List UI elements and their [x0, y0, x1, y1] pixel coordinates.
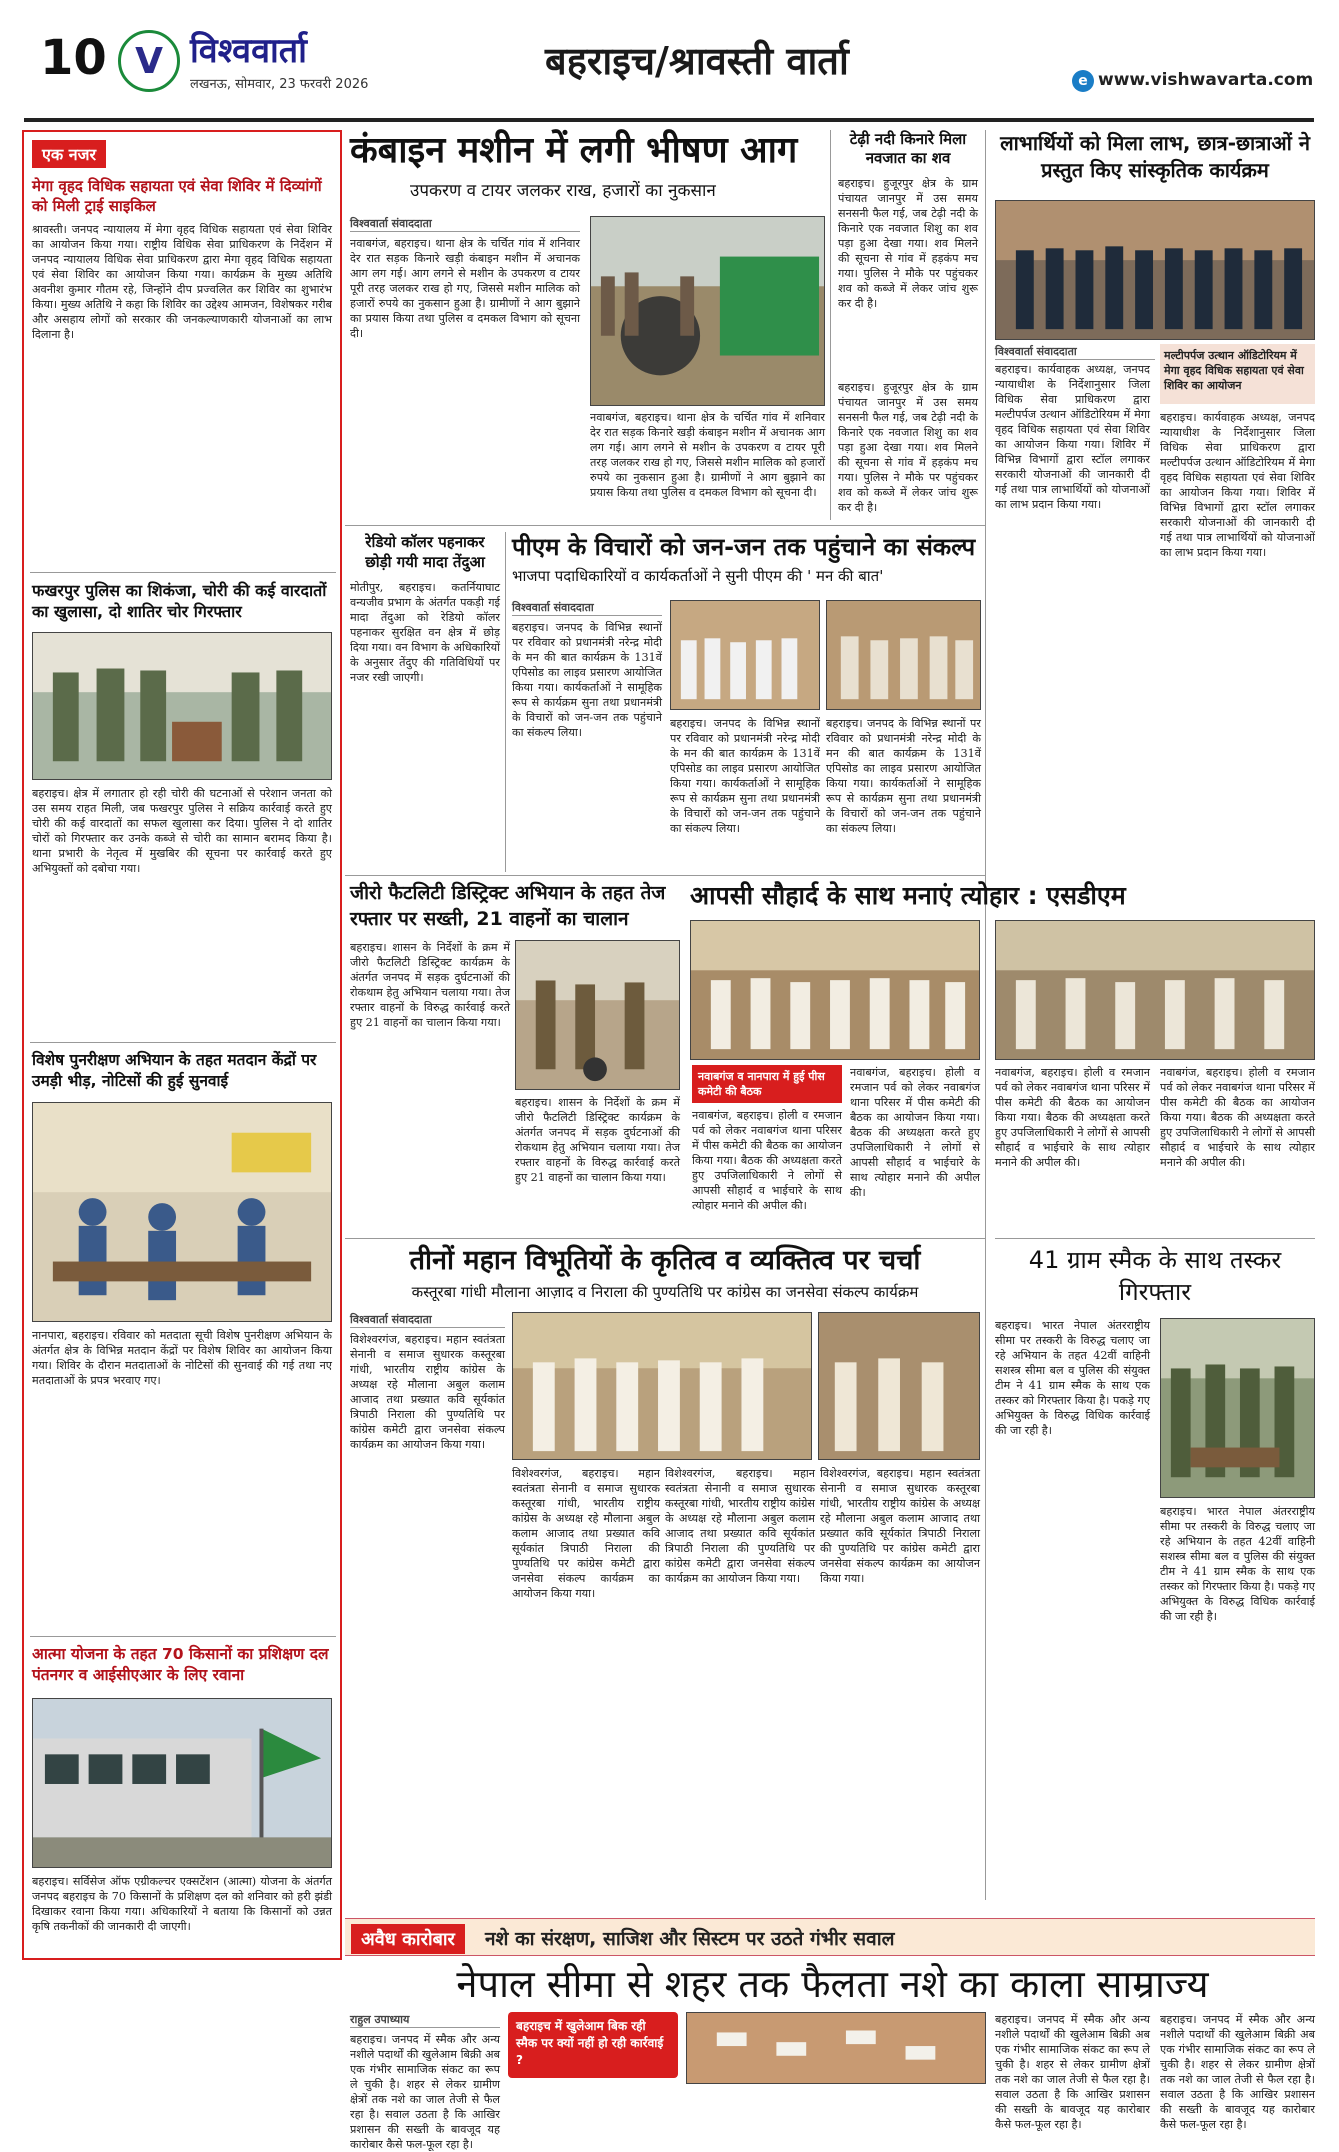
body-text-cont-3: विशेश्वरगंज, बहराइच। महान स्वतंत्रता सेनानी व समाज सुधारक कस्तूरबा गांधी, भारतीय राष्ट्रीय कांग्रेस के अध्यक्ष रहे मौलाना अबुल कलाम आजाद तथा प्रख्यात कवि सूर्यकांत त्रिपाठी निराला की पुण्यतिथि पर कांग्रेस कमेटी द्वारा जनसेवा संकल्प कार्यक्रम का आयोजन किया गया।: [820, 1467, 980, 1585]
headline: तीनों महान विभूतियों के कृतित्व व व्यक्तित्व पर चर्चा: [409, 1245, 921, 1276]
body-text-cont-2: बहराइच। जनपद में स्मैक और अन्य नशीले पदार्थों की खुलेआम बिक्री अब एक गंभीर सामाजिक संकट का रूप ले चुकी है। शहर से लेकर ग्रामीण क्षेत्रों तक नशे का जाल तेजी से फैल रहा है। सवाल उठता है कि आखिर प्रशासन की सख्ती के बावजूद यह कारोबार कैसे फल-फूल रहा है।: [1160, 2013, 1315, 2131]
traffic-check-photo: [515, 940, 680, 1090]
subheadline: उपकरण व टायर जलकर राख, हजारों का नुकसान: [410, 181, 716, 201]
byline: विश्ववार्ता संवाददाता: [350, 216, 580, 232]
body-text: नानपारा, बहराइच। रविवार को मतदाता सूची विशेष पुनरीक्षण अभियान के अंतर्गत क्षेत्र के विभिन्न मतदान केंद्रों पर विशेष शिविर का आयोजन किया गया। शिविर के दौरान मतदाताओं के नोटिसों की सुनवाई की गई तथा नए मतदाताओं के प्रपत्र भरवाए गए।: [32, 1329, 332, 1387]
body-text: विशेश्वरगंज, बहराइच। महान स्वतंत्रता सेनानी व समाज सुधारक कस्तूरबा गांधी, भारतीय राष्ट्रीय कांग्रेस के अध्यक्ष रहे मौलाना अबुल कलाम आजाद तथा प्रख्यात कवि सूर्यकांत त्रिपाठी निराला की पुण्यतिथि पर कांग्रेस कमेटी द्वारा जनसेवा संकल्प कार्यक्रम का आयोजन किया गया।: [350, 1333, 505, 1451]
dateline: लखनऊ, सोमवार, 23 फरवरी 2026: [190, 77, 369, 92]
body-text-cont: विशेश्वरगंज, बहराइच। महान स्वतंत्रता सेनानी व समाज सुधारक कस्तूरबा गांधी, भारतीय राष्ट्रीय कांग्रेस के अध्यक्ष रहे मौलाना अबुल कलाम आजाद तथा प्रख्यात कवि सूर्यकांत त्रिपाठी निराला की पुण्यतिथि पर कांग्रेस कमेटी द्वारा जनसेवा संकल्प कार्यक्रम का आयोजन किया गया।: [512, 1467, 660, 1600]
nepal-callout: बहराइच में खुलेआम बिक रही स्मैक पर क्यों नहीं हो रही कार्रवाई ?: [508, 2012, 678, 2078]
auditorium-photo: [995, 200, 1315, 340]
body-text: नवाबगंज, बहराइच। होली व रमजान पर्व को लेकर नवाबगंज थाना परिसर में पीस कमेटी की बैठक का आयोजन किया गया। बैठक की अध्यक्षता करते हुए उपजिलाधिकारी ने लोगों से आपसी सौहार्द व भाईचारे के साथ त्योहार मनाने की अपील की।: [692, 1109, 842, 1212]
headline: फखरपुर पुलिस का शिकंजा, चोरी की कई वारदातों का खुलासा, दो शातिर चोर गिरफ्तार: [32, 581, 327, 621]
story-voter-revision[interactable]: [32, 1050, 332, 1092]
headline: नेपाल सीमा से शहर तक फैलता नशे का काला साम्राज्य: [456, 1962, 1209, 2006]
headline: टेढ़ी नदी किनारे मिला नवजात का शव: [849, 130, 967, 167]
story-combine-fire[interactable]: [350, 130, 820, 201]
body-text-cont-2: नवाबगंज, बहराइच। होली व रमजान पर्व को लेकर नवाबगंज थाना परिसर में पीस कमेटी की बैठक का आयोजन किया गया। बैठक की अध्यक्षता करते हुए उपजिलाधिकारी ने लोगों से आपसी सौहार्द व भाईचारे के साथ त्योहार मनाने की अपील की।: [995, 1066, 1150, 1169]
globe-icon: e: [1072, 70, 1094, 92]
story-smack-arrest[interactable]: [995, 1244, 1315, 1308]
police-photo: [32, 632, 332, 780]
headline: आत्मा योजना के तहत 70 किसानों का प्रशिक्षण दल पंतनगर व आईसीएआर के लिए रवाना: [32, 1645, 329, 1684]
subheadline: भाजपा पदाधिकारियों व कार्यकर्ताओं ने सुनी पीएम की ' मन की बात': [512, 567, 884, 585]
headline: पीएम के विचारों को जन-जन तक पहुंचाने का संकल्प: [512, 533, 976, 561]
body-text-cont-2: बहराइच। जनपद के विभिन्न स्थानों पर रविवार को प्रधानमंत्री नरेन्द्र मोदी के मन की बात कार्यक्रम के 131वें एपिसोड का लाइव प्रसारण आयोजित किया गया। कार्यकर्ताओं ने सामूहिक रूप से कार्यक्रम सुना तथा प्रधानमंत्री के विचारों को जन-जन तक पहुंचाने का संकल्प लिया।: [826, 717, 981, 835]
body-text: बहराइच। क्षेत्र में लगातार हो रही चोरी की घटनाओं से परेशान जनता को उस समय राहत मिली, जब फखरपुर पुलिस ने सक्रिय कार्रवाई करते हुए चोरी की कई वारदातों का सफल खुलासा कर दिया। पुलिस ने दो शातिर चोरों को गिरफ्तार कर उनके कब्जे से चोरी का सामान बरामद किया है। थाना प्रभारी के नेतृत्व में मुखबिर की सूचना पर कार्रवाई करते हुए अभियुक्तों को दबोचा गया।: [32, 787, 332, 875]
headline: जीरो फैटलिटी डिस्ट्रिक्ट अभियान के तहत तेज रफ्तार पर सख्ती, 21 वाहनों का चालान: [350, 882, 666, 930]
congress-event-photo-2: [818, 1312, 980, 1460]
brand-name[interactable]: विश्ववार्ता: [190, 31, 307, 71]
brand-logo-icon: V: [118, 30, 180, 92]
banner-tag: अवैध कारोबार: [351, 1924, 465, 1954]
headline: मेगा वृहद विधिक सहायता एवं सेवा शिविर में दिव्यांगों को मिली ट्राई साइकिल: [32, 177, 322, 215]
peace-meeting-photo-1: [690, 920, 980, 1060]
body-text-cont: नवाबगंज, बहराइच। होली व रमजान पर्व को लेकर नवाबगंज थाना परिसर में पीस कमेटी की बैठक का आयोजन किया गया। बैठक की अध्यक्षता करते हुए उपजिलाधिकारी ने लोगों से आपसी सौहार्द व भाईचारे के साथ त्योहार मनाने की अपील की।: [850, 1066, 980, 1199]
body-text-cont: नवाबगंज, बहराइच। थाना क्षेत्र के चर्चित गांव में शनिवार देर रात सड़क किनारे खड़ी कंबाइन मशीन में अचानक आग लग गई। आग लगने से मशीन के उपकरण व टायर पूरी तरह जलकर राख हो गए, जिससे मशीन मालिक को हजारों रुपये का नुकसान हुआ है। ग्रामीणों ने आग बुझाने का प्रयास किया तथा पुलिस व दमकल विभाग को सूचना दी।: [590, 411, 825, 499]
story-beneficiaries[interactable]: [995, 130, 1315, 184]
legal-aid-callout: मल्टीपर्पज उत्थान ऑडिटोरियम में मेगा वृहद विधिक सहायता एवं सेवा शिविर का आयोजन: [1160, 344, 1315, 404]
story-mann-ki-baat[interactable]: [512, 532, 982, 586]
mann-ki-baat-photo-1: [670, 600, 820, 710]
banner-line: नशे का संरक्षण, साजिश और सिस्टम पर उठते गंभीर सवाल: [485, 1928, 895, 1950]
subheadline: कस्तूरबा गांधी मौलाना आज़ाद व निराला की पुण्यतिथि पर कांग्रेस का जनसेवा संकल्प कार्यक्रम: [411, 1283, 919, 1301]
body-text: नवाबगंज, बहराइच। थाना क्षेत्र के चर्चित गांव में शनिवार देर रात सड़क किनारे खड़ी कंबाइन मशीन में अचानक आग लग गई। आग लगने से मशीन के उपकरण व टायर पूरी तरह जलकर राख हो गए, जिससे मशीन मालिक को हजारों रुपये का नुकसान हुआ है। ग्रामीणों ने आग बुझाने का प्रयास किया तथा पुलिस व दमकल विभाग को सूचना दी।: [350, 237, 580, 340]
website-link[interactable]: [1072, 70, 1313, 92]
body-text-cont: बहराइच। शासन के निर्देशों के क्रम में जीरो फैटलिटी डिस्ट्रिक्ट कार्यक्रम के अंतर्गत जनपद में सड़क दुर्घटनाओं की रोकथाम हेतु अभियान चलाया गया। तेज रफ्तार वाहनों के विरुद्ध कार्रवाई करते हुए 21 वाहनों का चालान किया गया।: [515, 1096, 680, 1184]
body-text-cont: बहराइच। कार्यवाहक अध्यक्ष, जनपद न्यायाधीश के निर्देशानुसार जिला विधिक सेवा प्राधिकरण द्वारा मल्टीपर्पज उत्थान ऑडिटोरियम में मेगा वृहद विधिक सहायता एवं सेवा शिविर का आयोजन किया गया। शिविर में विभिन्न विभागों द्वारा स्टॉल लगाकर सरकारी योजनाओं की जानकारी दी गई तथा पात्र लाभार्थियों को योजनाओं का लाभ प्रदान किया गया।: [1160, 411, 1315, 559]
body-text: बहराइच। सर्विसेज ऑफ एग्रीकल्चर एक्सटेंशन (आत्मा) योजना के अंतर्गत जनपद बहराइच के 70 किसानों के प्रशिक्षण दल को शनिवार को हरी झंडी दिखाकर रवाना किया गया। अधिकारियों ने बताया कि किसानों को उन्नत कृषि तकनीकों की जानकारी दी जाएगी।: [32, 1875, 332, 1933]
story-nepal-drugs[interactable]: [350, 1962, 1315, 2006]
body-text: मोतीपुर, बहराइच। कतर्नियाघाट वन्यजीव प्रभाग के अंतर्गत पकड़ी गई मादा तेंदुआ को रेडियो कॉलर पहनाकर सुरक्षित वन क्षेत्र में छोड़ दिया गया। वन विभाग के अधिकारियों के अनुसार तेंदुए की गतिविधियों पर नजर रखी जाएगी।: [350, 581, 500, 684]
story-peace-committee[interactable]: [690, 880, 1310, 912]
polling-booth-photo: [32, 1102, 332, 1322]
story-three-personalities[interactable]: [350, 1244, 980, 1302]
ek-nazar-tag: एक नजर: [32, 140, 106, 168]
farmers-bus-photo: [32, 1698, 332, 1868]
smack-arrest-photo: [1160, 1318, 1315, 1498]
story-legal-aid-camp[interactable]: [32, 176, 332, 507]
peace-meeting-photo-2: [995, 920, 1315, 1060]
body-text: बहराइच। हुजूरपुर क्षेत्र के ग्राम पंचायत जानपुर में उस समय सनसनी फैल गई, जब टेढ़ी नदी के किनारे एक नवजात शिशु का शव पड़ा हुआ देखा गया। शव मिलने की सूचना से गांव में हड़कंप मच गया। पुलिस ने मौके पर पहुंचकर शव को कब्जे में लेकर जांच शुरू कर दी है।: [838, 177, 978, 310]
headline: विशेष पुनरीक्षण अभियान के तहत मतदान केंद्रों पर उमड़ी भीड़, नोटिसों की हुई सुनवाई: [32, 1051, 317, 1090]
body-text-cont: बहराइच। भारत नेपाल अंतरराष्ट्रीय सीमा पर तस्करी के विरुद्ध चलाए जा रहे अभियान के तहत 42वीं वाहिनी सशस्त्र सीमा बल व पुलिस की संयुक्त टीम ने 41 ग्राम स्मैक के साथ एक तस्कर को गिरफ्तार किया है। पकड़े गए अभियुक्त के विरुद्ध विधिक कार्रवाई की जा रही है।: [1160, 1505, 1315, 1623]
body-text: बहराइच। जनपद में स्मैक और अन्य नशीले पदार्थों की खुलेआम बिक्री अब एक गंभीर सामाजिक संकट का रूप ले चुकी है। शहर से लेकर ग्रामीण क्षेत्रों तक नशे का जाल तेजी से फैल रहा है। सवाल उठता है कि आखिर प्रशासन की सख्ती के बावजूद यह कारोबार कैसे फल-फूल रहा है।: [350, 2033, 500, 2151]
page-number: 10: [40, 30, 107, 86]
body-text-cont: बहराइच। जनपद में स्मैक और अन्य नशीले पदार्थों की खुलेआम बिक्री अब एक गंभीर सामाजिक संकट का रूप ले चुकी है। शहर से लेकर ग्रामीण क्षेत्रों तक नशे का जाल तेजी से फैल रहा है। सवाल उठता है कि आखिर प्रशासन की सख्ती के बावजूद यह कारोबार कैसे फल-फूल रहा है।: [995, 2013, 1150, 2131]
mann-ki-baat-photo-2: [826, 600, 981, 710]
headline: लाभार्थियों को मिला लाभ, छात्र-छात्राओं ने प्रस्तुत किए सांस्कृतिक कार्यक्रम: [1000, 131, 1310, 182]
byline: विश्ववार्ता संवाददाता: [350, 1312, 505, 1328]
masthead-rule: [24, 118, 1314, 122]
story-radio-collar[interactable]: [350, 532, 500, 910]
body-text: बहराइच। भारत नेपाल अंतरराष्ट्रीय सीमा पर तस्करी के विरुद्ध चलाए जा रहे अभियान के तहत 42वीं वाहिनी सशस्त्र सीमा बल व पुलिस की संयुक्त टीम ने 41 ग्राम स्मैक के साथ एक तस्कर को गिरफ्तार किया है। पकड़े गए अभियुक्त के विरुद्ध विधिक कार्रवाई की जा रही है।: [995, 1319, 1150, 1437]
story-zero-fatality[interactable]: [350, 880, 690, 932]
avaidh-karobar-banner: [345, 1918, 1315, 1956]
section-title: बहराइच/श्रावस्ती वार्ता: [545, 39, 849, 83]
body-text-cont: बहराइच। जनपद के विभिन्न स्थानों पर रविवार को प्रधानमंत्री नरेन्द्र मोदी के मन की बात कार्यक्रम के 131वें एपिसोड का लाइव प्रसारण आयोजित किया गया। कार्यकर्ताओं ने सामूहिक रूप से कार्यक्रम सुना तथा प्रधानमंत्री के विचारों को जन-जन तक पहुंचाने का संकल्प लिया।: [670, 717, 820, 835]
headline: कंबाइन मशीन में लगी भीषण आग: [350, 130, 798, 171]
smack-packets-photo: [686, 2012, 986, 2084]
byline: विश्ववार्ता संवाददाता: [512, 600, 662, 616]
headline: रेडियो कॉलर पहनाकर छोड़ी गयी मादा तेंदुआ: [365, 533, 485, 571]
website-text: www.vishwavarta.com: [1098, 70, 1314, 90]
masthead: [0, 0, 1339, 118]
headline: आपसी सौहार्द के साथ मनाएं त्योहार : एसडीएम: [690, 881, 1126, 910]
byline: विश्ववार्ता संवाददाता: [995, 344, 1155, 360]
body-text-cont-2: विशेश्वरगंज, बहराइच। महान स्वतंत्रता सेनानी व समाज सुधारक कस्तूरबा गांधी, भारतीय राष्ट्रीय कांग्रेस के अध्यक्ष रहे मौलाना अबुल कलाम आजाद तथा प्रख्यात कवि सूर्यकांत त्रिपाठी निराला की पुण्यतिथि पर कांग्रेस कमेटी द्वारा जनसेवा संकल्प कार्यक्रम का आयोजन किया गया।: [665, 1467, 815, 1585]
headline: 41 ग्राम स्मैक के साथ तस्कर गिरफ्तार: [1028, 1246, 1282, 1306]
peace-committee-tag: नवाबगंज व नानपारा में हुई पीस कमेटी की बैठक: [692, 1065, 842, 1103]
body-text-cont: बहराइच। हुजूरपुर क्षेत्र के ग्राम पंचायत जानपुर में उस समय सनसनी फैल गई, जब टेढ़ी नदी के किनारे एक नवजात शिशु का शव पड़ा हुआ देखा गया। शव मिलने की सूचना से गांव में हड़कंप मच गया। पुलिस ने मौके पर पहुंचकर शव को कब्जे में लेकर जांच शुरू कर दी है।: [838, 381, 978, 514]
congress-event-photo-1: [512, 1312, 812, 1460]
body-text: बहराइच। कार्यवाहक अध्यक्ष, जनपद न्यायाधीश के निर्देशानुसार जिला विधिक सेवा प्राधिकरण द्वारा मल्टीपर्पज उत्थान ऑडिटोरियम में मेगा वृहद विधिक सहायता एवं सेवा शिविर का आयोजन किया गया। शिविर में विभिन्न विभागों द्वारा स्टॉल लगाकर सरकारी योजनाओं की जानकारी दी गई तथा पात्र लाभार्थियों को योजनाओं का लाभ प्रदान किया गया।: [995, 363, 1150, 511]
body-text: श्रावस्ती। जनपद न्यायालय में मेगा वृहद विधिक सहायता एवं सेवा शिविर का आयोजन किया गया। राष्ट्रीय विधिक सेवा प्राधिकरण के निर्देशन में जनपद न्यायालय विधिक सेवा प्राधिकरण द्वारा मेगा वृहद विधिक सहायता एवं सेवा शिविर का आयोजन किया गया। कार्यक्रम के मुख्य अतिथि अवनीश कुमार गौतम रहे, जिन्होंने दीप प्रज्वलित कर शिविर का शुभारंभ किया। मुख्य अतिथि ने कहा कि शिविर का उद्देश्य आमजन, विशेषकर गरीब और असहाय लोगों को सरकार की जनकल्याणकारी योजनाओं का लाभ दिलाना है।: [32, 223, 332, 341]
body-text: बहराइच। जनपद के विभिन्न स्थानों पर रविवार को प्रधानमंत्री नरेन्द्र मोदी के मन की बात कार्यक्रम के 131वें एपिसोड का लाइव प्रसारण आयोजित किया गया। कार्यकर्ताओं ने सामूहिक रूप से कार्यक्रम सुना तथा प्रधानमंत्री के विचारों को जन-जन तक पहुंचाने का संकल्प लिया।: [512, 621, 662, 739]
story-atma-yojana[interactable]: [32, 1644, 332, 1686]
body-text: बहराइच। शासन के निर्देशों के क्रम में जीरो फैटलिटी डिस्ट्रिक्ट कार्यक्रम के अंतर्गत जनपद में सड़क दुर्घटनाओं की रोकथाम हेतु अभियान चलाया गया। तेज रफ्तार वाहनों के विरुद्ध कार्रवाई करते हुए 21 वाहनों का चालान किया गया।: [350, 941, 510, 1029]
ek-nazar-column: [22, 130, 342, 1960]
story-fakharpur-police[interactable]: [32, 580, 332, 622]
byline: राहुल उपाध्याय: [350, 2012, 500, 2028]
combine-fire-photo: [590, 216, 825, 406]
body-text-cont-3: नवाबगंज, बहराइच। होली व रमजान पर्व को लेकर नवाबगंज थाना परिसर में पीस कमेटी की बैठक का आयोजन किया गया। बैठक की अध्यक्षता करते हुए उपजिलाधिकारी ने लोगों से आपसी सौहार्द व भाईचारे के साथ त्योहार मनाने की अपील की।: [1160, 1066, 1315, 1169]
